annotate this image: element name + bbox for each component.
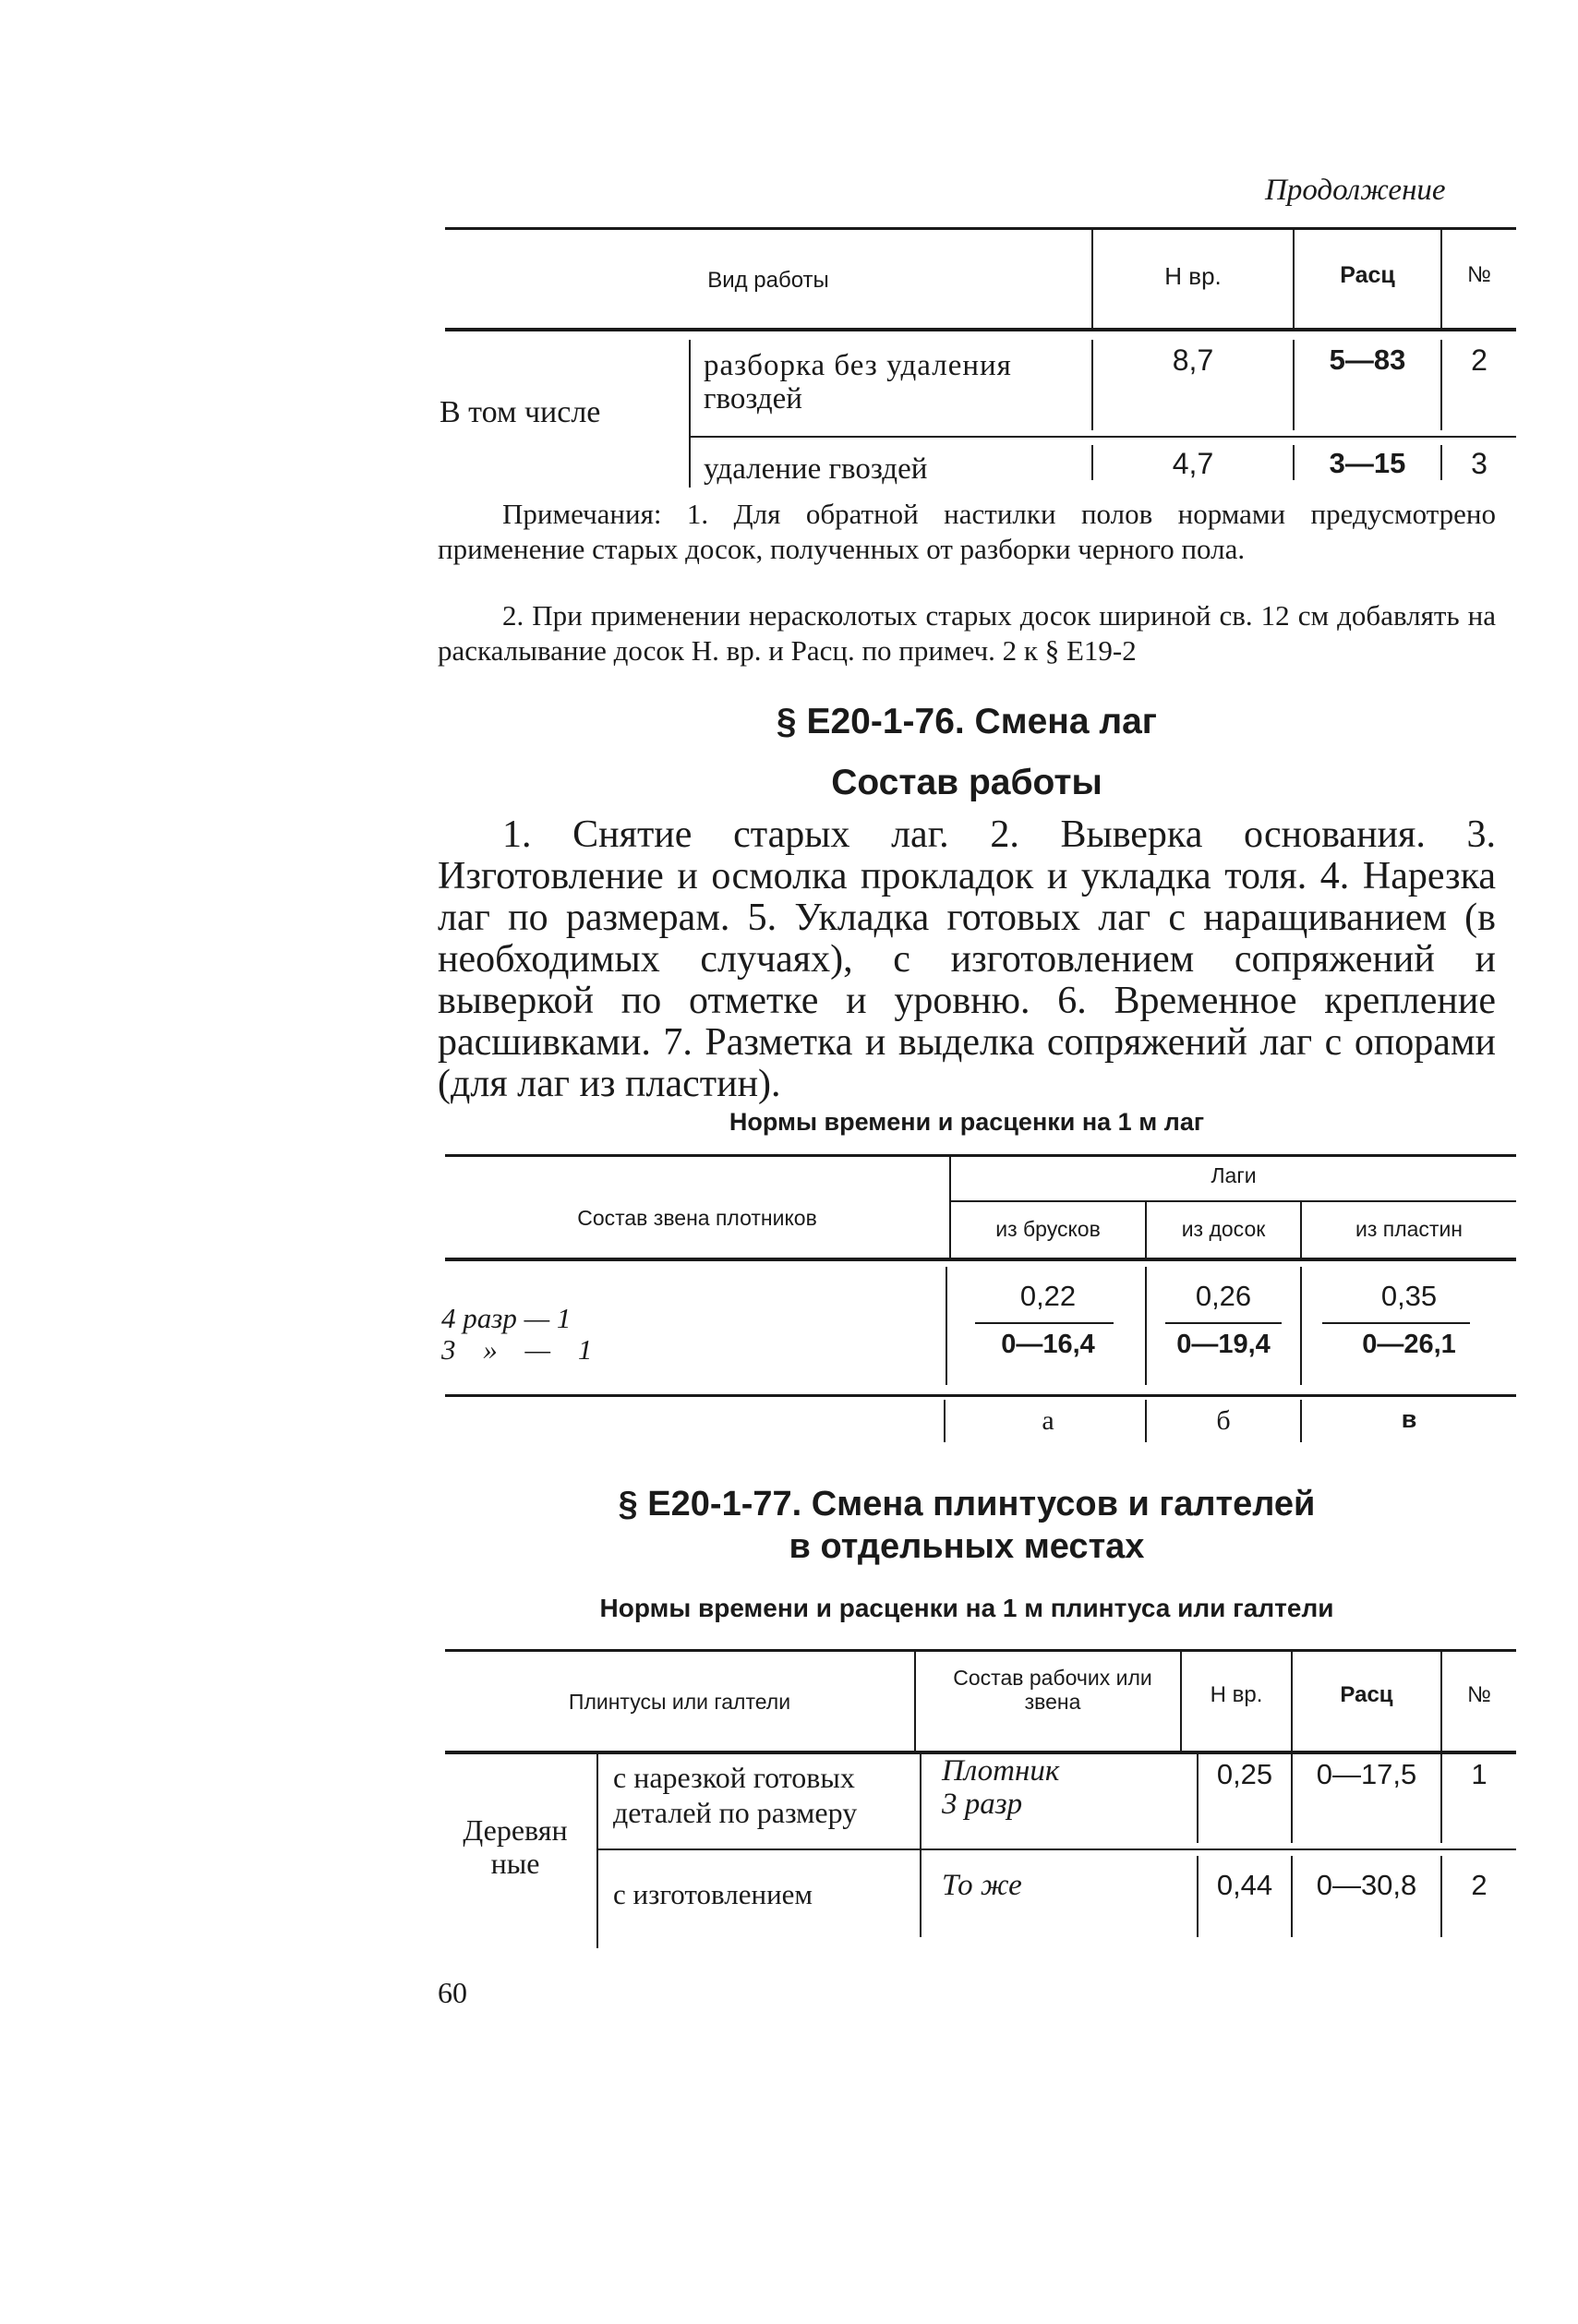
composition-heading: Состав работы [831, 763, 1102, 802]
section-title: § Е20-1-77. Смена плинтусов и галтелей [618, 1485, 1316, 1523]
rule [689, 340, 691, 488]
column-letter: в [1401, 1405, 1417, 1433]
header-crew: Состав рабочих или звена [953, 1666, 1152, 1714]
rule [445, 328, 1516, 331]
rule [445, 1394, 1516, 1397]
rule [596, 1754, 598, 1948]
rule [445, 227, 1516, 230]
rate-value: 0—16,4 [1001, 1330, 1095, 1359]
rule [445, 1258, 1516, 1261]
note-1: Примечания: 1. Для обратной настилки полов нормами предусмотрено применение старых досок, полученных от разборки черного пола. [438, 498, 1496, 565]
header-rate: Расц [1340, 262, 1395, 288]
rate-value: 3—15 [1329, 447, 1406, 479]
norm-value: 4,7 [1172, 447, 1214, 480]
row-label: разборка без удаления [704, 349, 1012, 382]
row-label: удаление гвоздей [704, 452, 928, 486]
col-header: из досок [1181, 1217, 1266, 1241]
norm-value: 0,22 [1019, 1280, 1077, 1312]
row-number: 1 [1471, 1758, 1488, 1790]
rate-value: 0—19,4 [1176, 1330, 1271, 1359]
crew-line: 4 разр — 1 [441, 1302, 572, 1334]
rule [920, 1754, 922, 1937]
fraction-bar [1165, 1322, 1282, 1324]
fraction-bar [975, 1322, 1114, 1324]
rule [598, 1848, 1516, 1850]
header-work-type: Вид работы [707, 268, 829, 293]
rule [944, 1400, 946, 1442]
rule [445, 1154, 1516, 1157]
column-letter: б [1216, 1405, 1231, 1436]
header-crew: Состав звена плотников [577, 1206, 817, 1230]
header-norm-time: Н вр. [1210, 1682, 1263, 1707]
row-label: гвоздей [704, 382, 802, 415]
crew-line: 3 » — 1 [441, 1333, 593, 1366]
norm-value: 0,25 [1216, 1758, 1273, 1790]
header-number: № [1467, 262, 1491, 287]
composition-text: 1. Снятие старых лаг. 2. Выверка основания. 3. Изготовление и осмолка прокладок и укладка толя. 4. Нарезка лаг по размерам. 5. Укладка готовых лаг с наращиванием (в необходимых случаях), с изготовлением сопряжений и выверкой по отметке и уровню. 6. Временное крепление расшивками. 7. Разметка и выделка сопряжений лаг с опорами (для лаг из пластин). [438, 813, 1496, 1105]
crew-value: 3 разр [942, 1788, 1023, 1821]
header-item: Плинтусы или галтели [568, 1690, 791, 1714]
rate-value: 0—17,5 [1316, 1758, 1417, 1790]
note-2: 2. При применении нерасколотых старых досок шириной св. 12 см добавлять на раскалывание досок Н. вр. и Расц. по примеч. 2 к § Е19-2 [438, 599, 1496, 667]
col-header: из пластин [1355, 1217, 1464, 1241]
fraction-bar [1322, 1322, 1470, 1324]
header-number: № [1467, 1682, 1491, 1707]
norm-value: 0,35 [1380, 1280, 1438, 1312]
crew-value: То же [942, 1869, 1022, 1902]
col-header: из брусков [995, 1217, 1101, 1241]
rule [946, 1267, 947, 1385]
rule [951, 1200, 1516, 1202]
norm-value: 8,7 [1172, 343, 1214, 377]
rule [445, 1649, 1516, 1652]
group-label: В том числе [440, 395, 601, 429]
section-title: § Е20-1-76. Смена лаг [776, 702, 1158, 741]
row-number: 2 [1471, 343, 1488, 377]
header-norm-time: Н вр. [1164, 262, 1222, 290]
header-lags: Лаги [1211, 1163, 1257, 1187]
header-rate: Расц [1340, 1682, 1393, 1707]
page-number: 60 [438, 1976, 467, 2009]
section-title: в отдельных местах [789, 1527, 1145, 1566]
rate-value: 0—30,8 [1316, 1869, 1417, 1901]
row-label: с нарезкой готовых деталей по размеру [613, 1761, 858, 1829]
rule [691, 436, 1516, 438]
norm-value: 0,26 [1195, 1280, 1252, 1312]
table-caption: Нормы времени и расценки на 1 м лаг [729, 1108, 1205, 1136]
crew-value: Плотник [942, 1754, 1060, 1788]
rule [914, 1649, 916, 1754]
row-number: 2 [1471, 1869, 1488, 1901]
table-caption: Нормы времени и расценки на 1 м плинтуса или галтели [599, 1594, 1334, 1622]
row-number: 3 [1471, 447, 1488, 480]
group-label: Деревянные [463, 1813, 568, 1880]
norm-value: 0,44 [1216, 1869, 1273, 1901]
column-letter: а [1042, 1405, 1054, 1436]
rate-value: 0—26,1 [1362, 1330, 1456, 1359]
continuation-label: Продолжение [1265, 174, 1446, 207]
row-label: с изготовлением [613, 1878, 813, 1910]
rate-value: 5—83 [1329, 343, 1406, 376]
